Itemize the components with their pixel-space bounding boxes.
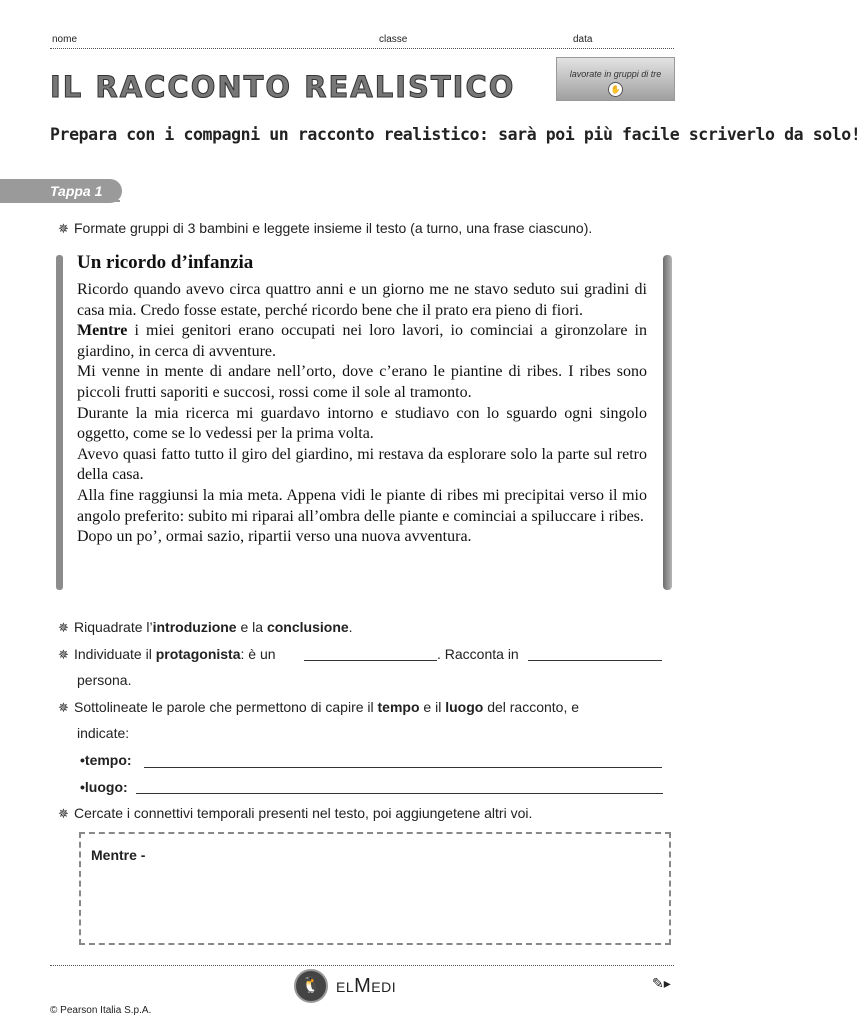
task-4: ✵ Sottolineate le parole che permettono di capire il tempo e il luogo del racconto, e xyxy=(58,699,580,715)
task-2: ✵ Riquadrate l’introduzione e la conclusione. xyxy=(58,619,353,635)
star-bullet-icon: ✵ xyxy=(58,620,69,635)
connective-mentre: Mentre xyxy=(77,322,128,340)
protagonista-answer-line[interactable] xyxy=(304,660,437,661)
star-bullet-icon: ✵ xyxy=(58,647,69,662)
nome-label: nome xyxy=(52,34,78,45)
tempo-label: •tempo: xyxy=(80,752,132,768)
group-badge xyxy=(556,57,675,101)
task-1 xyxy=(58,220,592,237)
star-bullet-icon: ✵ xyxy=(58,806,69,821)
tappa-tab: Tappa 1 xyxy=(0,179,122,203)
reading-bar-left xyxy=(56,255,63,590)
star-bullet-icon: ✵ xyxy=(58,221,69,236)
story-paragraph: Ricordo quando avevo circa quattro anni e un giorno me ne stavo seduto sui gradini di casa mia. Credo fosse estate, perché ricordo bene che il prato era pieno di fiori. xyxy=(77,281,647,319)
copyright: © Pearson Italia S.p.A. xyxy=(50,1005,152,1016)
story-paragraph: Mentre i miei genitori erano occupati nei loro lavori, io cominciai a gironzolare in giardino, in cerca di avventure. xyxy=(77,322,647,360)
tempo-answer-line[interactable] xyxy=(144,767,662,768)
luogo-answer-line[interactable] xyxy=(136,793,663,794)
answer-box-label: Mentre - xyxy=(91,847,146,863)
page-title: IL RACCONTO REALISTICO xyxy=(50,70,516,104)
persona-answer-line[interactable] xyxy=(528,660,662,661)
task-4-cont: indicate: xyxy=(77,725,130,741)
data-label: data xyxy=(573,34,593,45)
luogo-label: •luogo: xyxy=(80,779,128,795)
hand-icon: ✋ xyxy=(608,82,623,97)
star-bullet-icon: ✵ xyxy=(58,700,69,715)
task-3-cont: persona. xyxy=(77,672,132,688)
task-1-text: Formate gruppi di 3 bambini e leggete insieme il testo (a turno, una frase ciascuno). xyxy=(74,220,593,236)
task-3: ✵ Individuate il protagonista: è un xyxy=(58,646,276,662)
penguin-icon: 🐧 xyxy=(294,969,328,1003)
subtitle: Prepara con i compagni un racconto realistico: sarà poi più facile scriverlo da solo! xyxy=(50,125,860,144)
next-page-icon[interactable]: ✎▸ xyxy=(652,975,671,991)
task-3-mid: . Racconta in xyxy=(437,646,519,662)
story-paragraph: Durante la mia ricerca mi guardavo intorno e studiavo con lo sguardo ogni singolo oggetto, come se lo vedessi per la prima volta. xyxy=(77,404,647,443)
story-text xyxy=(77,280,647,548)
task-5: ✵ Cercate i connettivi temporali presenti nel testo, poi aggiungetene altri voi. xyxy=(58,805,533,821)
story-paragraph: Avevo quasi fatto tutto il giro del giardino, mi restava da esplorare solo la parte sul retro della casa. xyxy=(77,445,647,484)
classe-label: classe xyxy=(379,34,408,45)
group-badge-text: lavorate in gruppi di tre xyxy=(569,69,662,79)
footer-dotted-line xyxy=(50,965,674,966)
story-paragraph: Alla fine raggiunsi la mia meta. Appena vidi le piante di ribes mi precipitai verso il mio angolo preferito: subito mi riparai all’ombra delle piante e cominciai a spiluccare i ribes. xyxy=(77,486,647,525)
reading-bar-right xyxy=(663,255,672,590)
brand-logo: ELMEDI xyxy=(336,975,397,997)
tappa-dashed-line xyxy=(0,200,120,202)
story-paragraph: Dopo un po’, ormai sazio, ripartii verso una nuova avventura. xyxy=(77,528,472,546)
story-paragraph: Mi venne in mente di andare nell’orto, dove c’erano le piantine di ribes. I ribes sono piccoli frutti saporiti e succosi, rossi come il sole al tramonto. xyxy=(77,363,647,401)
header-dotted-line xyxy=(50,48,674,49)
connectives-answer-box[interactable] xyxy=(79,832,671,945)
story-title: Un ricordo d’infanzia xyxy=(77,252,254,273)
